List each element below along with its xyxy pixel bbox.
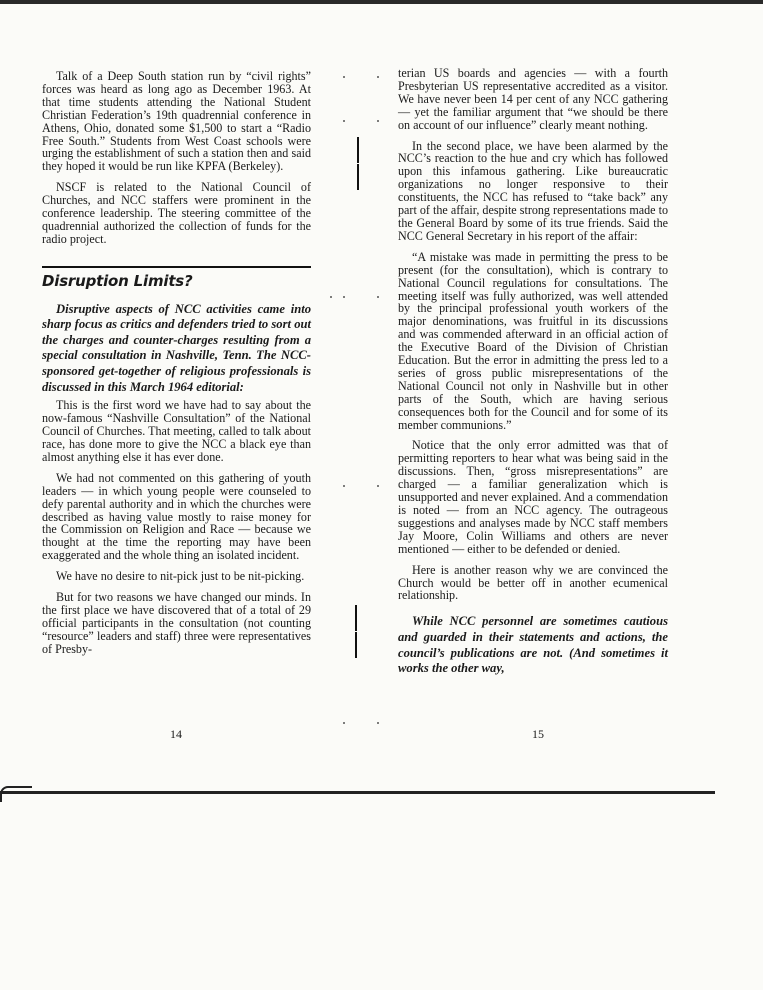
right-column [398, 67, 668, 685]
margin-bar [355, 632, 357, 658]
margin-dot [377, 485, 379, 487]
bottom-rule-curl [0, 786, 32, 802]
margin-dot [330, 296, 332, 298]
page-number-left: 14 [170, 727, 182, 741]
page-top-edge [0, 0, 763, 4]
margin-dot [343, 120, 345, 122]
paragraph: But for two reasons we have changed our minds. In the first place we have discovered that of a total of 29 official participants in the consultation (not counting “resource” leaders and staff) three were representatives of Presby- [42, 590, 311, 656]
paragraph: We had not commented on this gathering of youth leaders — in which young people were counseled to defy parental authority and in which the churches were described as having value mostly to raise money for the Commission on Religion and Race — because we thought at the time the reporting may have been exaggerated and the whole thing an isolated incident. [42, 470, 311, 563]
margin-dot [343, 76, 345, 78]
paragraph: In the second place, we have been alarmed by the NCC’s reaction to the hue and cry which has followed upon this infamous gathering. Like bureaucratic organizations no longer responsive to their constituents, the NCC has refused to “take back” any part of the affair, despite strong representations made to the General Board by some of its true friends. Said the NCC General Secretary in his report of the affair: [398, 138, 668, 243]
paragraph: This is the first word we have had to say about the now-famous “Nashville Consultation” of the National Council of Churches. That meeting, called to talk about race, has done more to give the NCC a black eye than almost anything else it has ever done. [42, 398, 311, 464]
section-heading: Disruption Limits? [42, 266, 311, 288]
intro-italic: Disruptive aspects of NCC activities came into sharp focus as critics and defenders tried to sort out the charges and counter-charges resulting from a special consultation in Nashville, Tenn. The NCC-sponsored get-together of religious professionals is discussed in this March 1964 editorial: [42, 301, 311, 394]
margin-dot [377, 76, 379, 78]
margin-dot [377, 722, 379, 724]
paragraph: NSCF is related to the National Council of Churches, and NCC staffers were prominent in the conference leadership. The steering committee of the quadrennial authorized the collection of funds for the radio project. [42, 180, 311, 246]
margin-bar [357, 164, 359, 190]
margin-bar [357, 137, 359, 163]
paragraph: terian US boards and agencies — with a fourth Presbyterian US representative accredited as a visitor. We have never been 14 per cent of any NCC gathering — yet the familiar argument that “we should be there on account of our influence” clearly meant nothing. [398, 66, 668, 132]
margin-dot [343, 485, 345, 487]
left-column [42, 70, 311, 664]
closing-italic: While NCC personnel are sometimes cautious and guarded in their statements and actions, the council’s publications are not. (And sometimes it works the other way, [398, 614, 668, 676]
block-quote: “A mistake was made in permitting the press to be present (for the consultation), which is contrary to National Council regulations for consultations. The meeting itself was fully authorized, was well attended by the principal professional youth workers of the major denominations, was fruitful in its discussions and was commended afterward in an official action of the Executive Board of the Division of Christian Education. But the error in admitting the press led to a series of gross public misrepresentations of the National Council not only in Nashville but in other parts of the South, which are having serious consequences both for the Council and for some of its member communions.” [398, 249, 668, 432]
margin-dot [377, 120, 379, 122]
page-number-right: 15 [532, 727, 544, 741]
margin-dot [377, 296, 379, 298]
bottom-rule [0, 791, 715, 794]
margin-dot [343, 722, 345, 724]
margin-bar [355, 605, 357, 631]
margin-dot [343, 296, 345, 298]
paragraph: Talk of a Deep South station run by “civil rights” forces was heard as long ago as December 1963. At that time students attending the National Student Christian Federation’s 19th quadrennial conference in Athens, Ohio, donated some $1,500 to start a “Radio Free South.” Students from West Coast schools were urging the establishment of such a station then and said they hoped it would be run like KPFA (Berkeley). [42, 69, 311, 174]
paragraph: Here is another reason why we are convinced the Church would be better off in another ecumenical relationship. [398, 562, 668, 603]
paragraph: We have no desire to nit-pick just to be nit-picking. [56, 569, 305, 584]
paragraph: Notice that the only error admitted was that of permitting reporters to hear what was being said in the discussions. Then, “gross misrepresentations” are charged — a familiar generalization which is unsupported and never explained. And a commendation is noted — from an NCC agency. The outrageous suggestions and analyses made by NCC staff members Jay Moore, Colin Williams and others are never mentioned — either to be defended or denied. [398, 438, 668, 556]
